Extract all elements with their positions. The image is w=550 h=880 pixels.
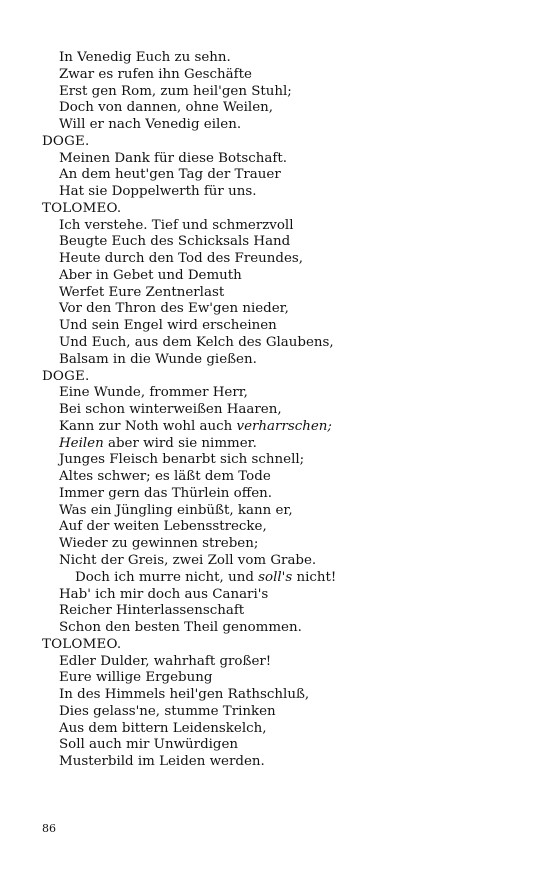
verse-line xyxy=(42,687,522,704)
verse-line xyxy=(42,50,522,67)
line-text: Erst gen Rom, zum heil'gen Stuhl; xyxy=(59,83,292,99)
line-text: Und sein Engel wird erscheinen xyxy=(59,318,277,334)
line-text: Und Euch, aus dem Kelch des Glaubens, xyxy=(59,335,334,351)
line-text: Schon den besten Theil genommen. xyxy=(59,620,302,636)
line-text: Bei schon winterweißen Haaren, xyxy=(59,402,282,418)
verse-line xyxy=(42,670,522,687)
line-text: Heute durch den Tod des Freundes, xyxy=(59,251,304,267)
verse-line xyxy=(42,167,522,184)
line-text: Musterbild im Leiden werden. xyxy=(59,754,265,770)
line-text: Eine Wunde, frommer Herr, xyxy=(59,385,248,401)
verse-line xyxy=(42,318,522,335)
verse-line xyxy=(42,469,522,486)
verse-line xyxy=(42,100,522,117)
line-text: DOGE. xyxy=(42,368,90,384)
verse-line xyxy=(42,251,522,268)
emphasized-text: soll's xyxy=(258,569,293,585)
verse-line xyxy=(42,285,522,302)
verse-line xyxy=(42,553,522,570)
verse-line xyxy=(42,184,522,201)
line-text: Nicht der Greis, zwei Zoll vom Grabe. xyxy=(59,552,317,568)
line-text: Kann zur Noth wohl auch xyxy=(59,418,237,434)
line-text: Hat sie Doppelwerth für uns. xyxy=(59,184,257,200)
verse-line xyxy=(42,335,522,352)
line-text: Immer gern das Thürlein offen. xyxy=(59,485,273,501)
verse-line xyxy=(42,620,522,637)
speaker-name xyxy=(42,369,522,386)
verse-line xyxy=(42,721,522,738)
line-text: Wieder zu gewinnen streben; xyxy=(59,536,259,552)
verse-line xyxy=(42,117,522,134)
verse-line xyxy=(42,570,522,587)
line-text: Altes schwer; es läßt dem Tode xyxy=(59,469,271,485)
line-text: Werfet Eure Zentnerlast xyxy=(59,284,225,300)
line-text: Junges Fleisch benarbt sich schnell; xyxy=(59,452,305,468)
line-text: TOLOMEO. xyxy=(42,636,122,652)
verse-line xyxy=(42,654,522,671)
verse-line xyxy=(42,234,522,251)
line-text: DOGE. xyxy=(42,133,90,149)
line-text: Dies gelass'ne, stumme Trinken xyxy=(59,703,276,719)
verse-line xyxy=(42,452,522,469)
line-text: Eure willige Ergebung xyxy=(59,670,213,686)
speaker-name xyxy=(42,201,522,218)
line-text: Reicher Hinterlassenschaft xyxy=(59,603,245,619)
verse-line xyxy=(42,737,522,754)
verse-line xyxy=(42,519,522,536)
verse-line xyxy=(42,503,522,520)
page-number: 86 xyxy=(42,822,56,835)
dialogue-text xyxy=(42,50,522,771)
line-text: Doch von dannen, ohne Weilen, xyxy=(59,100,274,116)
verse-line xyxy=(42,587,522,604)
verse-line xyxy=(42,436,522,453)
verse-line xyxy=(42,385,522,402)
line-text: Aber in Gebet und Demuth xyxy=(59,267,242,283)
line-text: Will er nach Venedig eilen. xyxy=(59,117,242,133)
line-text: TOLOMEO. xyxy=(42,200,122,216)
line-text: In des Himmels heil'gen Rathschluß, xyxy=(59,687,310,703)
speaker-name xyxy=(42,134,522,151)
line-text: Meinen Dank für diese Botschaft. xyxy=(59,150,287,166)
emphasized-text: verharrschen; xyxy=(236,418,332,434)
verse-line xyxy=(42,536,522,553)
line-text: An dem heut'gen Tag der Trauer xyxy=(59,167,281,183)
speaker-name xyxy=(42,637,522,654)
line-text: Doch ich murre nicht, und xyxy=(75,569,259,585)
verse-line xyxy=(42,486,522,503)
line-text: Edler Dulder, wahrhaft großer! xyxy=(59,653,272,669)
line-text: Zwar es rufen ihn Geschäfte xyxy=(59,66,252,82)
verse-line xyxy=(42,218,522,235)
line-text: Hab' ich mir doch aus Canari's xyxy=(59,586,269,602)
line-text: Soll auch mir Unwürdigen xyxy=(59,737,239,753)
line-text: Beugte Euch des Schicksals Hand xyxy=(59,234,291,250)
line-text: aber wird sie nimmer. xyxy=(103,435,257,451)
line-text: Auf der weiten Lebensstrecke, xyxy=(59,519,267,535)
verse-line xyxy=(42,84,522,101)
line-text: Was ein Jüngling einbüßt, kann er, xyxy=(59,502,293,518)
line-text: In Venedig Euch zu sehn. xyxy=(59,50,231,65)
line-text: nicht! xyxy=(292,569,337,585)
verse-line xyxy=(42,268,522,285)
verse-line xyxy=(42,352,522,369)
verse-line xyxy=(42,402,522,419)
verse-line xyxy=(42,603,522,620)
line-text: Aus dem bittern Leidenskelch, xyxy=(59,720,267,736)
verse-line xyxy=(42,301,522,318)
verse-line xyxy=(42,754,522,771)
verse-line xyxy=(42,67,522,84)
verse-line xyxy=(42,419,522,436)
emphasized-text: Heilen xyxy=(59,435,104,451)
line-text: Vor den Thron des Ew'gen nieder, xyxy=(59,301,289,317)
line-text: Ich verstehe. Tief und schmerzvoll xyxy=(59,217,294,233)
verse-line xyxy=(42,151,522,168)
verse-line xyxy=(42,704,522,721)
line-text: Balsam in die Wunde gießen. xyxy=(59,351,257,367)
